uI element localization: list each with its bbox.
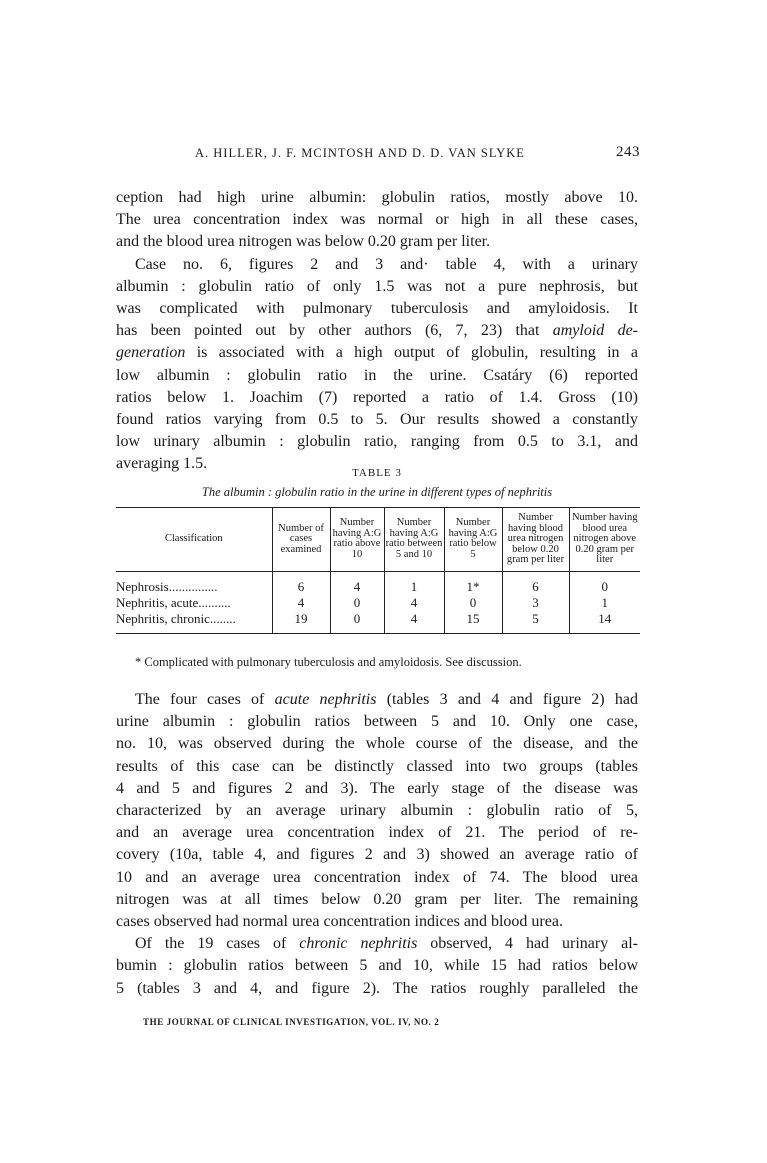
- cell-bun-below: 3: [502, 595, 569, 611]
- text-span: observed, 4 had urinary al-: [417, 935, 639, 953]
- text-line: low urinary albumin : globulin ratio, ranging from 0.5 to 3.1, and: [116, 433, 638, 451]
- text-line: averaging 1.5.: [116, 455, 208, 473]
- table-header-row: [116, 508, 640, 572]
- cell-between: 1: [384, 571, 444, 595]
- text-line: bumin : globulin ratios between 5 and 10, while 15 had ratios below: [116, 957, 638, 975]
- text-span: has been pointed out by other authors (6, 7, 23) that: [116, 322, 553, 340]
- col-header: Number having A:G ratio above 10: [330, 508, 384, 572]
- page-number: 243: [616, 144, 640, 160]
- cell-bun-above: 14: [569, 611, 640, 634]
- cell-below-5: 0: [444, 595, 502, 611]
- cell-below-5: 1*: [444, 571, 502, 595]
- text-line: The urea concentration index was normal or high in all these cases,: [116, 211, 638, 229]
- col-header: Number of cases examined: [272, 508, 330, 572]
- text-line: urine albumin : globulin ratios between 5 and 10. Only one case,: [116, 713, 638, 731]
- text-line: 5 (tables 3 and 4, and figure 2). The ratios roughly paralleled the: [116, 979, 638, 997]
- table-row: [116, 571, 640, 595]
- text-line: characterized by an average urinary albumin : globulin ratio of 5,: [116, 802, 638, 820]
- table-caption: The albumin : globulin ratio in the urine in different types of nephritis: [201, 485, 553, 499]
- cell-between: 4: [384, 611, 444, 634]
- cell-between: 4: [384, 595, 444, 611]
- text-block-lower: [116, 689, 638, 1000]
- text-line: and an average urea concentration index of 21. The period of re-: [116, 824, 638, 842]
- cell-cases: 6: [272, 571, 330, 595]
- emphasis-text: generation: [116, 344, 186, 362]
- text-line: was complicated with pulmonary tuberculosis and amyloidosis. It: [116, 300, 638, 318]
- text-line: ception had high urine albumin: globulin ratios, mostly above 10.: [116, 189, 638, 206]
- emphasis-text: chronic nephritis: [299, 935, 418, 953]
- col-header: Number having blood urea nitrogen below 0.20 gram per liter: [502, 508, 569, 572]
- text-span: is associated with a high output of globulin, resulting in a: [185, 344, 638, 362]
- text-line: albumin : globulin ratio of only 1.5 was not a pure nephrosis, but: [116, 277, 638, 295]
- col-header: Number having A:G ratio below 5: [444, 508, 502, 572]
- text-line: ratios below 1. Joachim (7) reported a ratio of 1.4. Gross (10): [116, 388, 638, 406]
- table-3: [116, 507, 640, 634]
- cell-cases: 4: [272, 595, 330, 611]
- text-line: 10 and an average urea concentration index of 74. The blood urea: [116, 868, 638, 886]
- cell-classification: Nephritis, acute..........: [116, 594, 231, 610]
- emphasis-text: acute nephritis: [274, 691, 377, 708]
- text-line: no. 10, was observed during the whole course of the disease, and the: [116, 735, 638, 753]
- paragraph-acute-nephritis: [116, 689, 638, 933]
- cell-above-10: 0: [330, 611, 384, 634]
- text-line: 4 and 5 and figures 2 and 3). The early stage of the disease was: [116, 779, 638, 797]
- cell-bun-above: 1: [569, 595, 640, 611]
- text-line: Case no. 6, figures 2 and 3 and· table 4, with a urinary: [135, 255, 638, 273]
- cell-bun-below: 6: [502, 571, 569, 595]
- table-row: [116, 611, 640, 634]
- cell-above-10: 0: [330, 595, 384, 611]
- table-row: [116, 595, 640, 611]
- cell-bun-below: 5: [502, 611, 569, 634]
- text-span: The four cases of: [135, 691, 275, 708]
- text-line: [116, 342, 638, 364]
- text-block-upper: [116, 187, 638, 476]
- nephritis-ratio-table: [116, 507, 640, 634]
- emphasis-text: amyloid de-: [552, 322, 638, 340]
- running-head-authors: A. HILLER, J. F. MCINTOSH AND D. D. VAN SLYKE: [195, 146, 525, 160]
- text-line: [116, 320, 638, 342]
- cell-classification: Nephritis, chronic........: [116, 611, 272, 634]
- text-line: results of this case can be distinctly classed into two groups (tables: [116, 757, 638, 775]
- cell-classification: Nephrosis...............: [116, 578, 218, 594]
- text-line: cases observed had normal urea concentration indices and blood urea.: [116, 913, 563, 931]
- cell-bun-above: 0: [569, 571, 640, 595]
- text-line: low albumin : globulin ratio in the urine. Csatáry (6) reported: [116, 366, 638, 384]
- cell-cases: 19: [272, 611, 330, 634]
- paragraph-continuation: [116, 187, 638, 254]
- col-header: Number having blood urea nitrogen above 0.20 gram per liter: [569, 508, 640, 572]
- cell-below-5: 15: [444, 611, 502, 634]
- text-line: [116, 689, 638, 711]
- cell-above-10: 4: [330, 571, 384, 595]
- text-line: [116, 933, 638, 955]
- text-line: and the blood urea nitrogen was below 0.20 gram per liter.: [116, 233, 491, 251]
- text-line: covery (10a, table 4, and figures 2 and 3) showed an average ratio of: [116, 846, 638, 864]
- journal-footer: THE JOURNAL OF CLINICAL INVESTIGATION, VOL. IV, NO. 2: [143, 1017, 440, 1027]
- text-span: Of the 19 cases of: [135, 935, 300, 953]
- paragraph-chronic-nephritis: [116, 933, 638, 1000]
- col-header: Classification: [116, 508, 272, 572]
- table-footnote: * Complicated with pulmonary tuberculosis and amyloidosis. See discussion.: [135, 655, 522, 669]
- text-line: found ratios varying from 0.5 to 5. Our results showed a constantly: [116, 411, 638, 429]
- table-label: TABLE 3: [352, 467, 402, 479]
- paragraph-case-6: [116, 254, 638, 476]
- text-line: nitrogen was at all times below 0.20 gram per liter. The remaining: [116, 890, 638, 908]
- text-span: (tables 3 and 4 and figure 2) had: [376, 691, 638, 708]
- col-header: Number having A:G ratio between 5 and 10: [384, 508, 444, 572]
